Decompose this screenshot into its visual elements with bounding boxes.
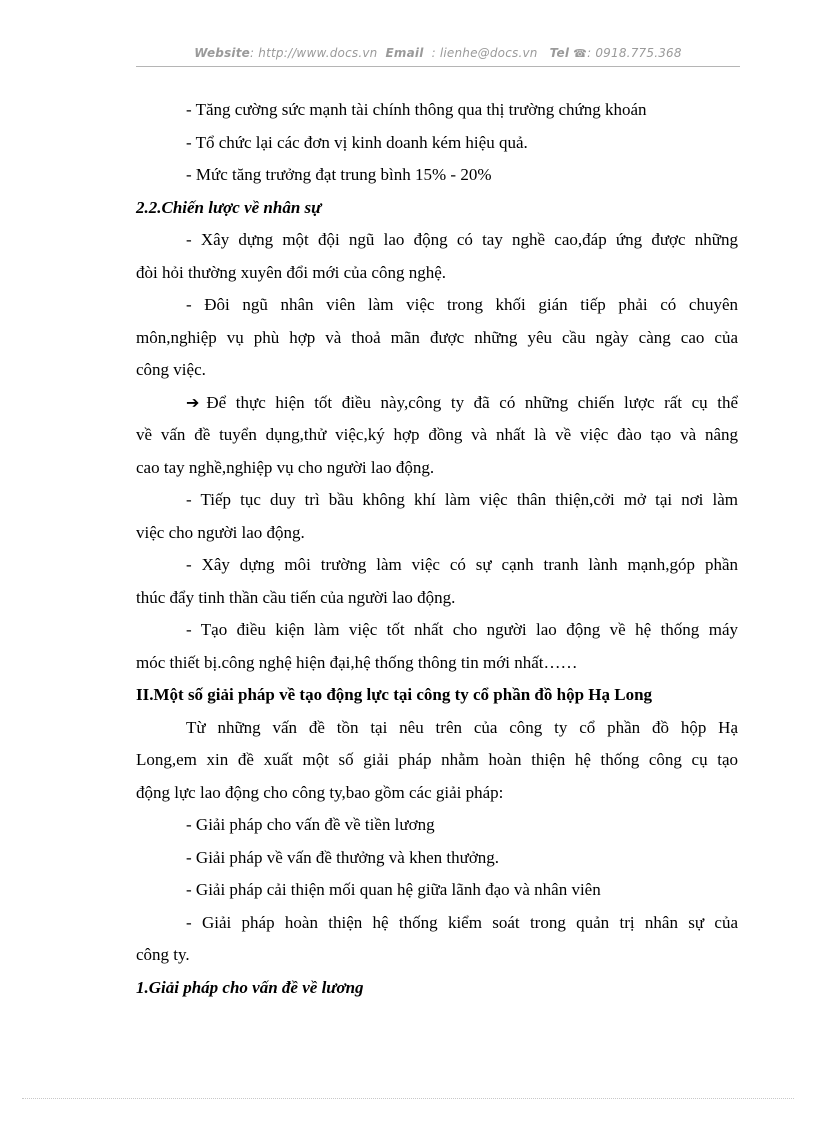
right-arrow-icon: ➔ <box>186 392 200 412</box>
paragraph-line: - Giải pháp hoàn thiện hệ thống kiểm soát trong quản trị nhân sự của <box>186 912 738 932</box>
tel-value: : 0918.775.368 <box>587 46 682 60</box>
paragraph-line: - Giải pháp cải thiện mối quan hệ giữa lãnh đạo và nhân viên <box>186 880 601 899</box>
footer-divider <box>22 1098 794 1099</box>
page-header <box>136 46 740 66</box>
paragraph-line: - Mức tăng trưởng đạt trung bình 15% - 20% <box>186 165 492 184</box>
paragraph-line: đòi hỏi thường xuyên đổi mới của công nghệ. <box>136 262 447 282</box>
paragraph-line: về vấn đề tuyển dụng,thử việc,ký hợp đồng và nhất là về việc đào tạo và nâng <box>136 425 738 444</box>
section-heading: II.Một số giải pháp về tạo động lực tại công ty cổ phần đồ hộp Hạ Long <box>136 685 653 704</box>
paragraph-line: thúc đẩy tinh thần cầu tiến của người lao động. <box>136 587 456 607</box>
paragraph-line: Từ những vấn đề tồn tại nêu trên của công ty cổ phần đồ hộp Hạ <box>186 717 738 737</box>
paragraph-line: công ty. <box>136 945 190 964</box>
paragraph-line: môn,nghiệp vụ phù hợp và thoả mãn được những yêu cầu ngày càng cao của <box>136 327 738 347</box>
paragraph-line-with-arrow <box>136 387 738 420</box>
paragraph-line: việc cho người lao động. <box>136 522 305 542</box>
website-label: Website <box>194 46 251 60</box>
paragraph-line: Để thực hiện tốt điều này,công ty đã có những chiến lược rất cụ thể <box>206 392 738 412</box>
paragraph-line: - Tạo điều kiện làm việc tốt nhất cho người lao động về hệ thống máy <box>186 620 738 639</box>
paragraph-line: - Giải pháp cho vấn đề về tiền lương <box>186 815 435 834</box>
paragraph-line: - Xây dựng một đội ngũ lao động có tay nghề cao,đáp ứng được những <box>186 230 738 249</box>
paragraph-line: móc thiết bị.công nghệ hiện đại,hệ thống thông tin mới nhất…… <box>136 652 578 672</box>
section-heading: 2.2.Chiến lược về nhân sự <box>136 197 322 217</box>
paragraph-line: - Đôi ngũ nhân viên làm việc trong khối gián tiếp phải có chuyên <box>186 295 738 314</box>
paragraph-line: - Xây dựng môi trường làm việc có sự cạnh tranh lành mạnh,góp phần <box>186 555 738 574</box>
section-heading: 1.Giải pháp cho vấn đề về lương <box>136 977 364 997</box>
header-divider <box>136 66 740 67</box>
paragraph-line: Long,em xin đề xuất một số giải pháp nhằm hoàn thiện hệ thống công cụ tạo <box>136 750 738 769</box>
paragraph-line: công việc. <box>136 360 206 379</box>
paragraph-line: - Tổ chức lại các đơn vị kinh doanh kém hiệu quả. <box>186 132 528 152</box>
telephone-icon: ☎ <box>573 47 588 60</box>
email-value: : lienhe@docs.vn <box>431 46 538 60</box>
paragraph-line: - Tiếp tục duy trì bầu không khí làm việc thân thiện,cởi mở tại nơi làm <box>186 490 738 509</box>
email-label: Email <box>385 46 424 60</box>
tel-label: Tel <box>549 46 570 60</box>
document-body <box>136 94 738 1004</box>
website-value: : http://www.docs.vn <box>250 46 378 60</box>
paragraph-line: - Tăng cường sức mạnh tài chính thông qua thị trường chứng khoán <box>186 100 647 119</box>
paragraph-line: - Giải pháp về vấn đề thưởng và khen thưởng. <box>186 847 500 867</box>
paragraph-line: động lực lao động cho công ty,bao gồm các giải pháp: <box>136 782 504 802</box>
paragraph-line: cao tay nghề,nghiệp vụ cho người lao động. <box>136 457 435 477</box>
